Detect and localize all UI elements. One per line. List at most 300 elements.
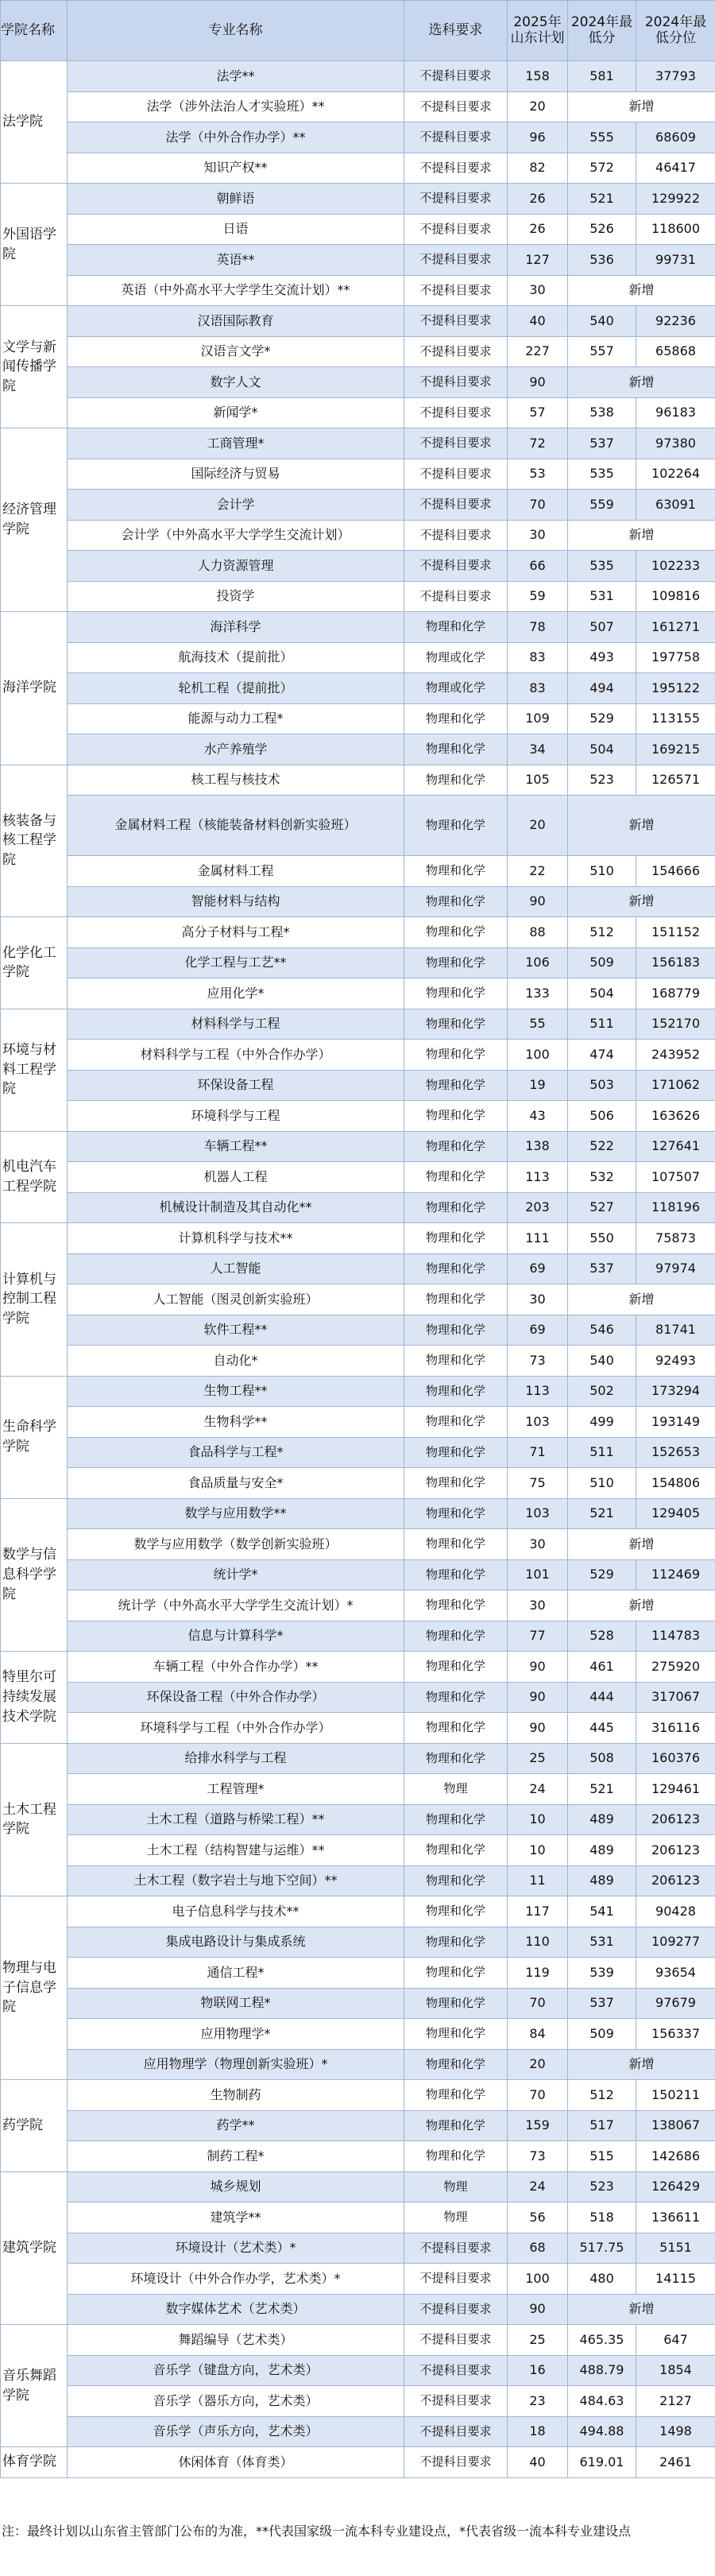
major-name-cell: 生物制药 xyxy=(68,2080,404,2111)
major-name-cell: 核工程与核技术 xyxy=(68,765,404,796)
requirement-cell: 不提科目要求 xyxy=(404,2447,508,2478)
requirement-cell: 不提科目要求 xyxy=(404,336,508,367)
min-score-cell: 546 xyxy=(568,1315,636,1346)
major-name-cell: 数字媒体艺术（艺术类） xyxy=(68,2294,404,2325)
requirement-cell: 物理和化学 xyxy=(404,1927,508,1958)
table-row xyxy=(1,1529,715,1560)
table-row xyxy=(1,1192,715,1223)
requirement-cell: 物理 xyxy=(404,2202,508,2233)
table-row xyxy=(1,581,715,612)
min-score-cell: 509 xyxy=(568,2019,636,2050)
min-score-cell: 537 xyxy=(568,1253,636,1284)
requirement-cell: 物理和化学 xyxy=(404,1131,508,1162)
requirement-cell: 物理和化学 xyxy=(404,856,508,887)
major-name-cell: 国际经济与贸易 xyxy=(68,459,404,490)
table-row xyxy=(1,551,715,582)
plan-cell: 90 xyxy=(508,367,568,398)
requirement-cell: 物理和化学 xyxy=(404,1529,508,1560)
major-name-cell: 应用物理学（物理创新实验班）* xyxy=(68,2049,404,2080)
table-row xyxy=(1,1162,715,1193)
table-row xyxy=(1,1804,715,1835)
major-name-cell: 会计学 xyxy=(68,490,404,521)
min-rank-cell: 647 xyxy=(636,2325,715,2356)
min-score-cell: 531 xyxy=(568,1927,636,1958)
college-name-cell: 文学与新闻传播学院 xyxy=(1,306,68,428)
requirement-cell: 不提科目要求 xyxy=(404,581,508,612)
plan-cell: 72 xyxy=(508,428,568,459)
plan-cell: 26 xyxy=(508,184,568,215)
min-rank-cell: 90428 xyxy=(636,1896,715,1927)
major-name-cell: 音乐学（声乐方向，艺术类） xyxy=(68,2416,404,2447)
requirement-cell: 物理和化学 xyxy=(404,1040,508,1071)
table-row xyxy=(1,2355,715,2386)
new-badge-cell: 新增 xyxy=(568,1590,715,1621)
table-row xyxy=(1,1468,715,1499)
major-name-cell: 会计学（中外高水平大学学生交流计划） xyxy=(68,520,404,551)
min-rank-cell: 156183 xyxy=(636,947,715,978)
min-score-cell: 461 xyxy=(568,1652,636,1683)
min-score-cell: 511 xyxy=(568,1437,636,1468)
requirement-cell: 物理和化学 xyxy=(404,1559,508,1590)
plan-cell: 25 xyxy=(508,2325,568,2356)
plan-cell: 77 xyxy=(508,1621,568,1652)
table-row xyxy=(1,61,715,92)
min-rank-cell: 93654 xyxy=(636,1958,715,1989)
major-name-cell: 工程管理* xyxy=(68,1774,404,1805)
requirement-cell: 物理和化学 xyxy=(404,2049,508,2080)
major-name-cell: 建筑学** xyxy=(68,2202,404,2233)
major-name-cell: 机械设计制造及其自动化** xyxy=(68,1192,404,1223)
requirement-cell: 物理和化学 xyxy=(404,1743,508,1774)
major-name-cell: 音乐学（器乐方向，艺术类） xyxy=(68,2386,404,2417)
min-rank-cell: 169215 xyxy=(636,734,715,765)
table-row xyxy=(1,2386,715,2417)
table-body xyxy=(1,61,715,2478)
table-row xyxy=(1,2447,715,2478)
requirement-cell: 不提科目要求 xyxy=(404,2325,508,2356)
college-name-cell: 法学院 xyxy=(1,61,68,184)
plan-cell: 59 xyxy=(508,581,568,612)
major-name-cell: 环境设计（艺术类）* xyxy=(68,2233,404,2264)
requirement-cell: 不提科目要求 xyxy=(404,184,508,215)
requirement-cell: 物理 xyxy=(404,2171,508,2202)
plan-cell: 90 xyxy=(508,2294,568,2325)
plan-cell: 100 xyxy=(508,2264,568,2295)
requirement-cell: 不提科目要求 xyxy=(404,490,508,521)
requirement-cell: 不提科目要求 xyxy=(404,91,508,122)
major-name-cell: 统计学* xyxy=(68,1559,404,1590)
requirement-cell: 物理和化学 xyxy=(404,2141,508,2172)
requirement-cell: 物理和化学 xyxy=(404,1865,508,1896)
plan-cell: 158 xyxy=(508,61,568,92)
min-score-cell: 550 xyxy=(568,1223,636,1254)
min-score-cell: 536 xyxy=(568,245,636,276)
major-name-cell: 环保设备工程 xyxy=(68,1070,404,1101)
major-name-cell: 汉语国际教育 xyxy=(68,306,404,337)
requirement-cell: 物理和化学 xyxy=(404,1253,508,1284)
plan-cell: 20 xyxy=(508,796,568,856)
min-rank-cell: 151152 xyxy=(636,917,715,948)
requirement-cell: 物理和化学 xyxy=(404,886,508,917)
min-rank-cell: 275920 xyxy=(636,1652,715,1683)
min-score-cell: 522 xyxy=(568,1131,636,1162)
min-rank-cell: 109277 xyxy=(636,1927,715,1958)
min-rank-cell: 129405 xyxy=(636,1498,715,1529)
min-rank-cell: 1854 xyxy=(636,2355,715,2386)
table-row xyxy=(1,1070,715,1101)
plan-cell: 90 xyxy=(508,886,568,917)
min-score-cell: 619.01 xyxy=(568,2447,636,2478)
min-score-cell: 474 xyxy=(568,1040,636,1071)
min-score-cell: 531 xyxy=(568,581,636,612)
plan-cell: 70 xyxy=(508,490,568,521)
table-row xyxy=(1,703,715,734)
plan-cell: 90 xyxy=(508,1682,568,1713)
plan-cell: 84 xyxy=(508,2019,568,2050)
major-name-cell: 工商管理* xyxy=(68,428,404,459)
table-row xyxy=(1,490,715,521)
min-score-cell: 509 xyxy=(568,947,636,978)
plan-cell: 20 xyxy=(508,2049,568,2080)
college-name-cell: 特里尔可持续发展技术学院 xyxy=(1,1652,68,1744)
major-name-cell: 法学（涉外法治人才实验班）** xyxy=(68,91,404,122)
min-rank-cell: 138067 xyxy=(636,2110,715,2141)
min-score-cell: 555 xyxy=(568,122,636,153)
min-rank-cell: 114783 xyxy=(636,1621,715,1652)
plan-cell: 69 xyxy=(508,1315,568,1346)
major-name-cell: 机器人工程 xyxy=(68,1162,404,1193)
major-name-cell: 数字人文 xyxy=(68,367,404,398)
table-row xyxy=(1,1774,715,1805)
min-score-cell: 557 xyxy=(568,336,636,367)
table-row xyxy=(1,1346,715,1377)
min-score-cell: 521 xyxy=(568,1498,636,1529)
min-score-cell: 523 xyxy=(568,2171,636,2202)
requirement-cell: 不提科目要求 xyxy=(404,520,508,551)
min-rank-cell: 37793 xyxy=(636,61,715,92)
min-rank-cell: 129461 xyxy=(636,1774,715,1805)
requirement-cell: 不提科目要求 xyxy=(404,367,508,398)
min-score-cell: 507 xyxy=(568,612,636,643)
table-row xyxy=(1,184,715,215)
min-rank-cell: 97974 xyxy=(636,1253,715,1284)
table-row xyxy=(1,1437,715,1468)
major-name-cell: 能源与动力工程* xyxy=(68,703,404,734)
college-name-cell: 音乐舞蹈学院 xyxy=(1,2325,68,2447)
table-row xyxy=(1,428,715,459)
requirement-cell: 物理和化学 xyxy=(404,1835,508,1866)
college-name-cell: 生命科学学院 xyxy=(1,1376,68,1498)
major-name-cell: 土木工程（数字岩土与地下空间）** xyxy=(68,1865,404,1896)
plan-cell: 57 xyxy=(508,397,568,428)
major-name-cell: 智能材料与结构 xyxy=(68,886,404,917)
min-score-cell: 508 xyxy=(568,1743,636,1774)
requirement-cell: 物理和化学 xyxy=(404,2019,508,2050)
min-rank-cell: 168779 xyxy=(636,978,715,1009)
major-name-cell: 法学（中外合作办学）** xyxy=(68,122,404,153)
plan-cell: 16 xyxy=(508,2355,568,2386)
requirement-cell: 物理或化学 xyxy=(404,642,508,673)
major-name-cell: 信息与计算科学* xyxy=(68,1621,404,1652)
min-score-cell: 493 xyxy=(568,642,636,673)
major-name-cell: 日语 xyxy=(68,214,404,245)
plan-cell: 11 xyxy=(508,1865,568,1896)
min-score-cell: 541 xyxy=(568,1896,636,1927)
min-score-cell: 559 xyxy=(568,490,636,521)
min-rank-cell: 160376 xyxy=(636,1743,715,1774)
requirement-cell: 不提科目要求 xyxy=(404,459,508,490)
header-major: 专业名称 xyxy=(68,1,404,61)
min-rank-cell: 92493 xyxy=(636,1346,715,1377)
min-rank-cell: 1498 xyxy=(636,2416,715,2447)
plan-cell: 56 xyxy=(508,2202,568,2233)
min-rank-cell: 163626 xyxy=(636,1101,715,1132)
plan-cell: 83 xyxy=(508,673,568,704)
college-name-cell: 体育学院 xyxy=(1,2447,68,2478)
min-score-cell: 535 xyxy=(568,459,636,490)
plan-cell: 24 xyxy=(508,2171,568,2202)
major-name-cell: 化学工程与工艺** xyxy=(68,947,404,978)
major-name-cell: 土木工程（道路与桥梁工程）** xyxy=(68,1804,404,1835)
min-rank-cell: 112469 xyxy=(636,1559,715,1590)
requirement-cell: 物理和化学 xyxy=(404,1407,508,1438)
min-score-cell: 510 xyxy=(568,1468,636,1499)
major-name-cell: 知识产权** xyxy=(68,153,404,184)
table-row xyxy=(1,122,715,153)
major-name-cell: 投资学 xyxy=(68,581,404,612)
min-rank-cell: 243952 xyxy=(636,1040,715,1071)
requirement-cell: 不提科目要求 xyxy=(404,61,508,92)
major-name-cell: 汉语言文学* xyxy=(68,336,404,367)
min-score-cell: 537 xyxy=(568,428,636,459)
major-name-cell: 高分子材料与工程* xyxy=(68,917,404,948)
min-rank-cell: 156337 xyxy=(636,2019,715,2050)
table-row xyxy=(1,2049,715,2080)
table-row xyxy=(1,1407,715,1438)
requirement-cell: 物理和化学 xyxy=(404,1192,508,1223)
major-name-cell: 计算机科学与技术** xyxy=(68,1223,404,1254)
table-row xyxy=(1,1590,715,1621)
new-badge-cell: 新增 xyxy=(568,367,715,398)
requirement-cell: 不提科目要求 xyxy=(404,245,508,276)
table-row xyxy=(1,2141,715,2172)
plan-cell: 110 xyxy=(508,1927,568,1958)
table-row xyxy=(1,1743,715,1774)
plan-cell: 88 xyxy=(508,917,568,948)
major-name-cell: 给排水科学与工程 xyxy=(68,1743,404,1774)
min-rank-cell: 129922 xyxy=(636,184,715,215)
plan-cell: 117 xyxy=(508,1896,568,1927)
new-badge-cell: 新增 xyxy=(568,1284,715,1315)
min-rank-cell: 92236 xyxy=(636,306,715,337)
min-rank-cell: 161271 xyxy=(636,612,715,643)
table-row xyxy=(1,1101,715,1132)
min-score-cell: 538 xyxy=(568,397,636,428)
min-rank-cell: 206123 xyxy=(636,1865,715,1896)
min-score-cell: 511 xyxy=(568,1009,636,1040)
new-badge-cell: 新增 xyxy=(568,91,715,122)
min-score-cell: 581 xyxy=(568,61,636,92)
requirement-cell: 物理和化学 xyxy=(404,1346,508,1377)
plan-cell: 34 xyxy=(508,734,568,765)
requirement-cell: 物理和化学 xyxy=(404,1223,508,1254)
min-rank-cell: 126429 xyxy=(636,2171,715,2202)
requirement-cell: 物理和化学 xyxy=(404,1652,508,1683)
table-row xyxy=(1,1315,715,1346)
min-score-cell: 539 xyxy=(568,1958,636,1989)
table-row xyxy=(1,2202,715,2233)
min-score-cell: 502 xyxy=(568,1376,636,1407)
plan-cell: 111 xyxy=(508,1223,568,1254)
major-name-cell: 英语（中外高水平大学学生交流计划）** xyxy=(68,275,404,306)
requirement-cell: 物理和化学 xyxy=(404,734,508,765)
min-rank-cell: 5151 xyxy=(636,2233,715,2264)
min-score-cell: 540 xyxy=(568,306,636,337)
min-rank-cell: 154806 xyxy=(636,1468,715,1499)
major-name-cell: 人力资源管理 xyxy=(68,551,404,582)
min-rank-cell: 154666 xyxy=(636,856,715,887)
major-name-cell: 材料科学与工程（中外合作办学） xyxy=(68,1040,404,1071)
major-name-cell: 食品科学与工程* xyxy=(68,1437,404,1468)
table-row xyxy=(1,367,715,398)
plan-cell: 113 xyxy=(508,1376,568,1407)
min-score-cell: 537 xyxy=(568,1988,636,2019)
min-rank-cell: 97380 xyxy=(636,428,715,459)
requirement-cell: 物理和化学 xyxy=(404,796,508,856)
plan-cell: 119 xyxy=(508,1958,568,1989)
table-row xyxy=(1,1652,715,1683)
major-name-cell: 城乡规划 xyxy=(68,2171,404,2202)
plan-cell: 55 xyxy=(508,1009,568,1040)
requirement-cell: 物理和化学 xyxy=(404,1590,508,1621)
requirement-cell: 物理或化学 xyxy=(404,673,508,704)
min-rank-cell: 68609 xyxy=(636,122,715,153)
table-row xyxy=(1,1376,715,1407)
major-name-cell: 生物科学** xyxy=(68,1407,404,1438)
major-name-cell: 航海技术（提前批） xyxy=(68,642,404,673)
table-row xyxy=(1,459,715,490)
major-name-cell: 材料科学与工程 xyxy=(68,1009,404,1040)
table-row xyxy=(1,2416,715,2447)
min-rank-cell: 107507 xyxy=(636,1162,715,1193)
college-name-cell: 数学与信息科学学院 xyxy=(1,1498,68,1652)
plan-cell: 30 xyxy=(508,1529,568,1560)
major-name-cell: 物联网工程* xyxy=(68,1988,404,2019)
requirement-cell: 物理和化学 xyxy=(404,703,508,734)
plan-cell: 70 xyxy=(508,1988,568,2019)
table-row xyxy=(1,245,715,276)
min-rank-cell: 96183 xyxy=(636,397,715,428)
college-name-cell: 经济管理学院 xyxy=(1,428,68,612)
plan-cell: 23 xyxy=(508,2386,568,2417)
plan-cell: 133 xyxy=(508,978,568,1009)
table-row xyxy=(1,978,715,1009)
min-score-cell: 572 xyxy=(568,153,636,184)
plan-cell: 83 xyxy=(508,642,568,673)
table-row xyxy=(1,673,715,704)
min-rank-cell: 142686 xyxy=(636,2141,715,2172)
table-row xyxy=(1,1498,715,1529)
requirement-cell: 物理和化学 xyxy=(404,1437,508,1468)
college-name-cell: 核装备与核工程学院 xyxy=(1,765,68,917)
plan-cell: 159 xyxy=(508,2110,568,2141)
table-row xyxy=(1,1682,715,1713)
min-score-cell: 484.63 xyxy=(568,2386,636,2417)
major-name-cell: 自动化* xyxy=(68,1346,404,1377)
requirement-cell: 物理 xyxy=(404,1774,508,1805)
min-score-cell: 499 xyxy=(568,1407,636,1438)
header-requirement: 选科要求 xyxy=(404,1,508,61)
table-row xyxy=(1,2110,715,2141)
plan-cell: 40 xyxy=(508,306,568,337)
plan-cell: 25 xyxy=(508,1743,568,1774)
plan-cell: 71 xyxy=(508,1437,568,1468)
min-score-cell: 526 xyxy=(568,214,636,245)
min-rank-cell: 81741 xyxy=(636,1315,715,1346)
requirement-cell: 不提科目要求 xyxy=(404,2294,508,2325)
min-score-cell: 540 xyxy=(568,1346,636,1377)
table-row xyxy=(1,1865,715,1896)
major-name-cell: 软件工程** xyxy=(68,1315,404,1346)
table-row xyxy=(1,1896,715,1927)
major-name-cell: 食品质量与安全* xyxy=(68,1468,404,1499)
table-row xyxy=(1,734,715,765)
table-row xyxy=(1,91,715,122)
min-score-cell: 445 xyxy=(568,1713,636,1744)
table-row xyxy=(1,796,715,856)
college-name-cell: 机电汽车工程学院 xyxy=(1,1131,68,1223)
table-row xyxy=(1,520,715,551)
footnote: 注：最终计划以山东省主管部门公布的为准，**代表国家级一流本科专业建设点，*代表省级一流本科专业建设点 xyxy=(2,2524,632,2539)
plan-cell: 227 xyxy=(508,336,568,367)
plan-cell: 24 xyxy=(508,1774,568,1805)
major-name-cell: 电子信息科学与技术** xyxy=(68,1896,404,1927)
plan-cell: 70 xyxy=(508,2080,568,2111)
plan-cell: 103 xyxy=(508,1498,568,1529)
plan-cell: 127 xyxy=(508,245,568,276)
table-row xyxy=(1,1713,715,1744)
table-row xyxy=(1,2019,715,2050)
min-rank-cell: 173294 xyxy=(636,1376,715,1407)
plan-cell: 90 xyxy=(508,1713,568,1744)
table-row xyxy=(1,1988,715,2019)
min-score-cell: 465.35 xyxy=(568,2325,636,2356)
major-name-cell: 应用化学* xyxy=(68,978,404,1009)
requirement-cell: 物理和化学 xyxy=(404,1713,508,1744)
min-rank-cell: 65868 xyxy=(636,336,715,367)
plan-cell: 78 xyxy=(508,612,568,643)
major-name-cell: 人工智能 xyxy=(68,1253,404,1284)
table-row xyxy=(1,2233,715,2264)
requirement-cell: 物理和化学 xyxy=(404,2080,508,2111)
requirement-cell: 不提科目要求 xyxy=(404,2416,508,2447)
college-name-cell: 外国语学院 xyxy=(1,184,68,306)
major-name-cell: 朝鲜语 xyxy=(68,184,404,215)
requirement-cell: 物理和化学 xyxy=(404,1315,508,1346)
table-row xyxy=(1,1009,715,1040)
table-row xyxy=(1,1621,715,1652)
college-name-cell: 环境与材料工程学院 xyxy=(1,1009,68,1131)
major-name-cell: 土木工程（结构智建与运维）** xyxy=(68,1835,404,1866)
requirement-cell: 物理和化学 xyxy=(404,765,508,796)
plan-cell: 101 xyxy=(508,1559,568,1590)
plan-cell: 22 xyxy=(508,856,568,887)
min-rank-cell: 195122 xyxy=(636,673,715,704)
major-name-cell: 环保设备工程（中外合作办学） xyxy=(68,1682,404,1713)
major-name-cell: 环境科学与工程（中外合作办学） xyxy=(68,1713,404,1744)
min-rank-cell: 118196 xyxy=(636,1192,715,1223)
table-row xyxy=(1,1927,715,1958)
